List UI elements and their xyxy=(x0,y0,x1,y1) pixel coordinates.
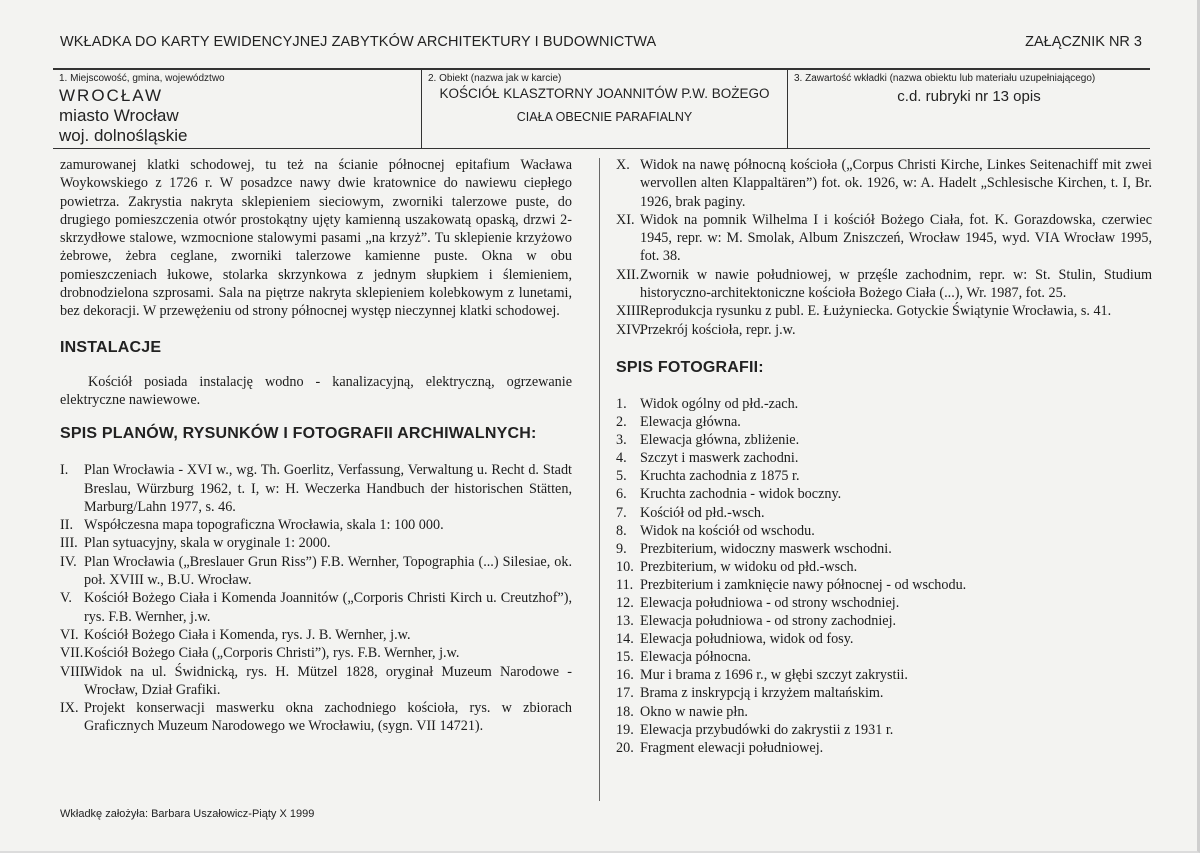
contents-value: c.d. rubryki nr 13 opis xyxy=(897,88,1041,105)
list-item: I. Plan Wrocławia - XVI w., wg. Th. Goerlitz, Verfassung, Verwaltung u. Recht d. Stadt Breslau, Würzburg 1962, t. I, w: H. Weczerka Handbuch der historischen Stätten, Marburg/Lahn 1977, s. 46. xyxy=(60,462,572,515)
list-item: 17. Brama z inskrypcją i krzyżem maltańskim. xyxy=(616,685,884,702)
list-item: 15. Elewacja północna. xyxy=(616,649,752,666)
list-item: 3. Elewacja główna, zbliżenie. xyxy=(616,432,800,449)
list-item: 10. Prezbiterium, w widoku od płd.-wsch. xyxy=(616,558,858,575)
voivodeship: woj. dolnośląskie xyxy=(59,126,188,145)
list-item: 18. Okno w nawie płn. xyxy=(616,703,748,720)
list-item: 1. Widok ogólny od płd.-zach. xyxy=(616,395,799,412)
contents-label: 3. Zawartość wkładki (nazwa obiektu lub materiału uzupełniającego) xyxy=(794,73,1096,84)
list-item: XI. Widok na pomnik Wilhelma I i kościół Bożego Ciała, fot. K. Gorazdowska, czerwiec 1945, repr. w: M. Smolak, Album Zniszczeń, Wrocław 1945, wyd. VIA Wrocław 1995, fot. 38. xyxy=(616,211,1152,265)
list-item: IV. Plan Wrocławia („Breslauer Grun Riss”) F.B. Wernher, Topographia (...) Silesiae, ok. poł. XVIII w., B.U. Wrocław. xyxy=(60,553,572,589)
list-item: 14. Elewacja południowa, widok od fosy. xyxy=(616,631,854,648)
contents-cell xyxy=(787,70,1150,148)
list-item: 19. Elewacja przybudówki do zakrystii z 1931 r. xyxy=(616,721,894,738)
list-item: XII. Zwornik w nawie południowej, w przęśle zachodnim, repr. w: St. Stulin, Studium historyczno-architektoniczne kościoła Bożego Ciała (...), Wr. 1987, fot. 25. xyxy=(616,266,1152,302)
list-item: 6. Kruchta zachodnia - widok boczny. xyxy=(616,486,842,503)
right-column xyxy=(616,156,1152,757)
list-item: VII. Kościół Bożego Ciała („Corporis Christi”), rys. F.B. Wernher, j.w. xyxy=(60,645,460,662)
list-item: XIII. Reprodukcja rysunku z publ. E. Łużyniecka. Gotyckie Świątynie Wrocławia, s. 41. xyxy=(616,303,1112,320)
list-item: 5. Kruchta zachodnia z 1875 r. xyxy=(616,468,800,485)
list-item: III. Plan sytuacyjny, skala w oryginale 1: 2000. xyxy=(60,535,331,552)
list-item: X. Widok na nawę północną kościoła („Corpus Christi Kirche, Linkes Seitenachiff mit zwei wervollen alten Klappaltären”) fot. ok. 1926, w: A. Hadelt „Schlesische Kirchen, t. I, Br. 1926, brak paginy. xyxy=(616,157,1152,210)
description-paragraph: zamurowanej klatki schodowej, tu też na ścianie północnej epitafium Wacława Woykowskiego z 1726 r. W posadzce nawy dwie kratownice do nawiewu ciepłego powietrza. Zakrystia nakryta sklepieniem sieciowym, zworniki talerzowe puste, do drugiego pomieszczenia otwór prostokątny ujęty kamienną uszakowatą opaską, drzwi 2-skrzydłowe stalowe, wzmocnione stalowymi pasami „na krzyż”. Tu sklepienie krzyżowo żebrowe, żebra ceglane, zworniki talerzowe kamienne puste. Okna w obu pomieszczeniach łukowe, stolarka skrzynkowa z jednym słupkiem i ślemieniem, drobnodzielona szprosami. Sala na piętrze nakryta sklepieniem kolebkowym z lunetami, bez dekoracji. W przewężeniu od strony północnej występ nieczynnej klatki schodowej. xyxy=(60,157,572,320)
list-item: XIV. Przekrój kościoła, repr. j.w. xyxy=(616,321,796,338)
object-cell xyxy=(421,70,787,148)
installations-heading: INSTALACJE xyxy=(60,338,162,356)
column-divider xyxy=(599,158,600,801)
list-item: IX. Projekt konserwacji maswerku okna zachodniego kościoła, rys. w zbiorach Graficznych Muzeum Narodowego we Wrocławiu, (sygn. VII 14721). xyxy=(60,700,572,735)
plans-list-continued xyxy=(616,156,1152,339)
list-item: 9. Prezbiterium, widoczny maswerk wschodni. xyxy=(616,540,892,557)
list-item: 8. Widok na kościół od wschodu. xyxy=(616,522,815,539)
photos-list xyxy=(616,395,1152,757)
header-table xyxy=(53,68,1150,149)
document-title: WKŁADKA DO KARTY EWIDENCYJNEJ ZABYTKÓW ARCHITEKTURY I BUDOWNICTWA xyxy=(60,34,657,50)
author-note: Wkładkę założyła: Barbara Uszałowicz-Piąty X 1999 xyxy=(60,808,315,820)
list-item: 12. Elewacja południowa - od strony wschodniej. xyxy=(616,595,900,611)
annex-number: ZAŁĄCZNIK NR 3 xyxy=(1025,34,1142,50)
list-item: VI. Kościół Bożego Ciała i Komenda, rys. J. B. Wernher, j.w. xyxy=(60,626,411,643)
list-item: 4. Szczyt i maswerk zachodni. xyxy=(616,450,799,467)
location-values xyxy=(59,86,188,146)
plans-list xyxy=(60,461,572,735)
list-item: 13. Elewacja południowa - od strony zachodniej. xyxy=(616,613,897,630)
municipality: miasto Wrocław xyxy=(59,106,179,125)
city-name: WROCŁAW xyxy=(59,86,164,105)
photos-heading: SPIS FOTOGRAFII: xyxy=(616,358,764,376)
list-item: VIII. Widok na ul. Świdnicką, rys. H. Mützel 1828, oryginał Muzeum Narodowe - Wrocław, Dział Grafiki. xyxy=(60,663,572,698)
list-item: 20. Fragment elewacji południowej. xyxy=(616,739,824,756)
location-cell xyxy=(53,70,421,148)
list-item: 2. Elewacja główna. xyxy=(616,414,741,431)
object-label: 2. Obiekt (nazwa jak w karcie) xyxy=(428,73,562,84)
list-item: 16. Mur i brama z 1696 r., w głębi szczyt zakrystii. xyxy=(616,667,908,684)
list-item: 7. Kościół od płd.-wsch. xyxy=(616,504,765,521)
list-item: 11. Prezbiterium i zamknięcie nawy północnej - od wschodu. xyxy=(616,576,967,593)
list-item: V. Kościół Bożego Ciała i Komenda Joannitów („Corporis Christi Kirch u. Creutzhof”), rys. F.B. Wernher, j.w. xyxy=(60,590,572,625)
list-item: II. Współczesna mapa topograficzna Wrocławia, skala 1: 100 000. xyxy=(60,517,444,534)
installations-paragraph: Kościół posiada instalację wodno - kanalizacyjną, elektryczną, ogrzewanie elektryczne nawiewowe. xyxy=(60,373,572,408)
plans-heading: SPIS PLANÓW, RYSUNKÓW I FOTOGRAFII ARCHIWALNYCH: xyxy=(60,425,537,443)
location-label: 1. Miejscowość, gmina, województwo xyxy=(59,73,225,84)
object-name-line1: KOŚCIÓŁ KLASZTORNY JOANNITÓW P.W. BOŻEGO xyxy=(439,86,770,101)
left-column xyxy=(60,156,572,736)
object-name-line2: CIAŁA OBECNIE PARAFIALNY xyxy=(516,110,693,124)
